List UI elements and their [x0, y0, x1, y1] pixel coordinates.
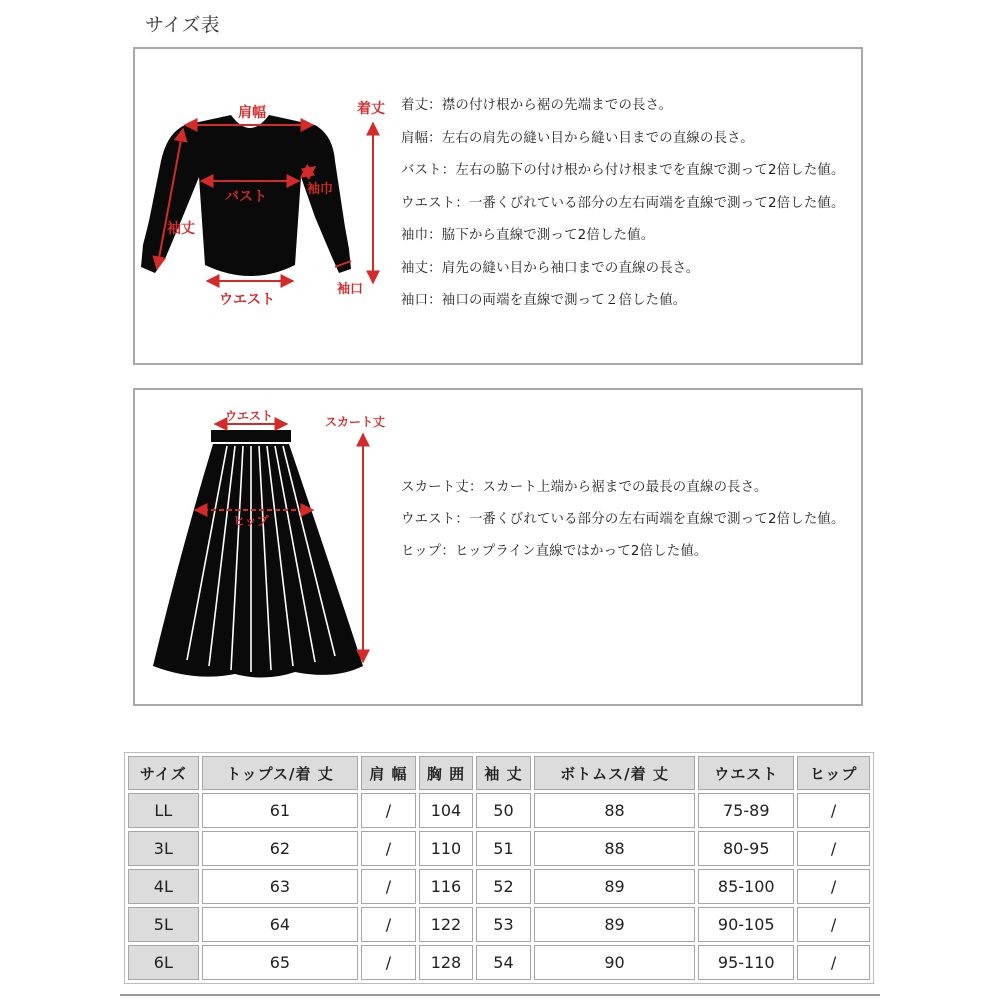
table-cell: 88	[534, 831, 696, 866]
table-cell: 116	[419, 869, 474, 904]
table-cell: 3L	[128, 831, 199, 866]
table-cell: /	[361, 793, 416, 828]
shoulder-label: 肩幅	[238, 105, 266, 121]
description-line: 袖巾：脇下から直線で測って2倍した値。	[401, 228, 655, 243]
description-line: スカート丈：スカート上端から裾までの最長の直線の長さ。	[401, 480, 768, 495]
bottom-divider	[120, 994, 880, 996]
table-cell: 110	[419, 831, 474, 866]
table-cell: 88	[534, 793, 696, 828]
table-cell: 65	[202, 945, 359, 980]
header-hip: ヒップ	[797, 756, 870, 790]
table-cell: /	[797, 793, 870, 828]
tops-description-list	[401, 98, 845, 326]
table-row	[128, 869, 870, 904]
cuff-label: 袖口	[337, 282, 364, 297]
table-cell: 80-95	[698, 831, 794, 866]
table-row	[128, 831, 870, 866]
table-cell: 128	[419, 945, 474, 980]
table-cell: 62	[202, 831, 359, 866]
table-cell: /	[361, 907, 416, 942]
table-cell: 122	[419, 907, 474, 942]
table-cell: 53	[476, 907, 531, 942]
table-cell: /	[361, 945, 416, 980]
hip-label: ヒップ	[233, 514, 269, 528]
description-line: ヒップ：ヒップライン直線ではかって2倍した値。	[401, 544, 708, 559]
skirt-waist-label: ウエスト	[225, 409, 274, 423]
table-row	[128, 793, 870, 828]
table-cell: 54	[476, 945, 531, 980]
table-cell: 89	[534, 907, 696, 942]
table-cell: /	[361, 869, 416, 904]
table-cell: 104	[419, 793, 474, 828]
header-waist: ウエスト	[698, 756, 794, 790]
description-line: 袖丈：肩先の縫い目から袖口までの直線の長さ。	[401, 260, 700, 276]
bust-label: バスト	[225, 189, 267, 205]
table-cell: /	[797, 907, 870, 942]
table-cell: 85-100	[698, 869, 794, 904]
sweater-diagram	[135, 49, 397, 363]
table-cell: /	[797, 831, 870, 866]
sleeve-width-label: 袖巾	[307, 182, 334, 197]
table-cell: 95-110	[698, 945, 794, 980]
description-line: ウエスト：一番くびれている部分の左右両端を直線で測って2倍した値。	[401, 195, 845, 211]
table-cell: /	[361, 831, 416, 866]
table-cell: 90	[534, 945, 696, 980]
size-table-container	[124, 752, 874, 984]
description-line: ウエスト：一番くびれている部分の左右両端を直線で測って2倍した値。	[401, 512, 845, 527]
sleeve-length-label: 袖丈	[167, 221, 195, 237]
table-cell: 51	[476, 831, 531, 866]
description-line: 着丈：襟の付け根から裾の先端までの長さ。	[401, 98, 673, 113]
table-row	[128, 945, 870, 980]
table-row	[128, 907, 870, 942]
header-size: サイズ	[128, 756, 199, 790]
header-chest: 胸 囲	[419, 756, 474, 790]
table-cell: /	[797, 869, 870, 904]
table-cell: 64	[202, 907, 359, 942]
header-shoulder: 肩 幅	[361, 756, 416, 790]
page-title: サイズ表	[145, 14, 220, 36]
table-header-row	[128, 756, 870, 790]
header-sleeve: 袖 丈	[476, 756, 531, 790]
table-cell: 90-105	[698, 907, 794, 942]
tops-measurement-panel	[133, 47, 863, 365]
table-cell: 4L	[128, 869, 199, 904]
table-cell: 63	[202, 869, 359, 904]
skirt-measurement-panel	[133, 388, 863, 706]
description-line: バスト：左右の脇下の付け根から付け根までを直線で測って2倍した値。	[401, 163, 845, 178]
skirt-length-label: スカート丈	[325, 415, 386, 429]
table-cell: 50	[476, 793, 531, 828]
table-cell: LL	[128, 793, 199, 828]
description-line: 袖口：袖口の両端を直線で測って２倍した値。	[401, 293, 687, 308]
table-cell: 75-89	[698, 793, 794, 828]
table-cell: 61	[202, 793, 359, 828]
header-bottoms-length: ボトムス/着 丈	[534, 756, 696, 790]
waist-label: ウエスト	[219, 292, 275, 308]
length-label: 着丈	[357, 101, 385, 117]
skirt-diagram	[135, 390, 397, 704]
table-cell: 89	[534, 869, 696, 904]
table-cell: 52	[476, 869, 531, 904]
size-table	[124, 752, 874, 984]
skirt-waistband	[211, 430, 291, 442]
table-cell: /	[797, 945, 870, 980]
table-cell: 5L	[128, 907, 199, 942]
skirt-description-list	[401, 480, 845, 576]
description-line: 肩幅：左右の肩先の縫い目から縫い目までの直線の長さ。	[401, 130, 754, 146]
header-tops-length: トップス/着 丈	[202, 756, 359, 790]
table-cell: 6L	[128, 945, 199, 980]
